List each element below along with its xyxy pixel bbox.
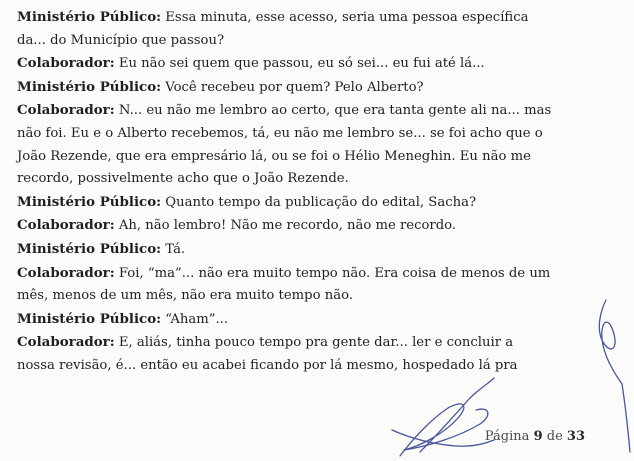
utterance-text: recordo, possivelmente acho que o João Rezende.: [17, 171, 349, 187]
utterance-text: Você recebeu por quem? Pelo Alberto?: [165, 79, 424, 95]
utterance-line: [17, 285, 591, 308]
utterance: [17, 99, 591, 190]
utterance: [17, 6, 591, 52]
utterance-text: Ah, não lembro! Não me recordo, não me recordo.: [118, 218, 457, 234]
utterance-text: Foi, “ma”... não era muito tempo não. Era coisa de menos de um: [118, 265, 551, 281]
utterance-line: [17, 168, 591, 191]
utterance: [17, 52, 591, 76]
utterance-line: [17, 76, 591, 100]
utterance-text: “Aham”...: [165, 311, 229, 327]
utterance-line: [17, 238, 591, 262]
utterance-text: N... eu não me lembro ao certo, que era tanta gente ali na... mas: [118, 103, 552, 119]
speaker-label: Ministério Público:: [17, 240, 162, 257]
page-separator: de: [546, 429, 563, 444]
utterance-text: E, aliás, tinha pouco tempo pra gente dar... ler e concluir a: [118, 335, 514, 351]
utterance: [17, 214, 591, 238]
utterance: [17, 191, 591, 215]
speaker-label: Ministério Público:: [17, 193, 162, 210]
utterance: [17, 262, 591, 308]
page-label: Página: [484, 429, 530, 444]
page-total: 33: [566, 429, 585, 444]
utterance-text: Essa minuta, esse acesso, seria uma pessoa específica: [165, 10, 529, 25]
utterance-line: [17, 308, 591, 332]
utterance: [17, 308, 591, 332]
utterance: [17, 331, 591, 377]
page-current: 9: [533, 429, 543, 444]
speaker-label: Colaborador:: [17, 264, 115, 281]
speaker-label: Ministério Público:: [17, 9, 162, 25]
utterance-text: não foi. Eu e o Alberto recebemos, tá, eu não me lembro se... se foi acho que o: [17, 125, 543, 141]
utterance-line: [17, 146, 591, 169]
speaker-label: Ministério Público:: [17, 78, 162, 95]
utterance-text: João Rezende, que era empresário lá, ou se foi o Hélio Meneghin. Eu não me: [17, 148, 531, 164]
speaker-label: Colaborador:: [17, 55, 115, 72]
utterance-line: [17, 355, 591, 378]
utterance-text: mês, menos de um mês, não era muito tempo não.: [17, 288, 353, 304]
utterance-line: [17, 191, 591, 215]
utterance-line: [17, 262, 591, 286]
utterance-text: Tá.: [165, 241, 186, 257]
utterance-line: [17, 6, 591, 30]
utterance-line: [17, 99, 591, 123]
utterance-line: [17, 30, 591, 53]
speaker-label: Colaborador:: [17, 334, 115, 351]
utterance-line: [17, 123, 591, 146]
utterance-text: da... do Município que passou?: [17, 32, 225, 48]
utterance-text: Quanto tempo da publicação do edital, Sacha?: [165, 194, 477, 210]
page-number: [485, 429, 585, 444]
speaker-label: Colaborador:: [17, 217, 115, 234]
utterance: [17, 238, 591, 262]
utterance-line: [17, 331, 591, 355]
speaker-label: Colaborador:: [17, 102, 115, 119]
utterance-line: [17, 214, 591, 238]
utterance-line: [17, 52, 591, 76]
transcript-page: [17, 6, 591, 378]
utterance-text: Eu não sei quem que passou, eu só sei... eu fui até lá...: [118, 56, 485, 72]
utterance: [17, 76, 591, 100]
speaker-label: Ministério Público:: [17, 310, 162, 327]
utterance-text: nossa revisão, é... então eu acabei ficando por lá mesmo, hospedado lá pra: [17, 357, 518, 373]
